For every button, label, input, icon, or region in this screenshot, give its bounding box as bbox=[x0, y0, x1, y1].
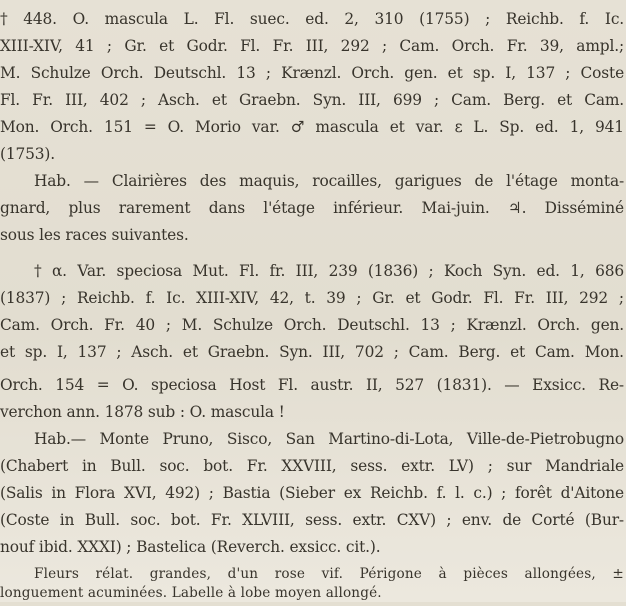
line-text: (Coste in Bull. soc. bot. Fr. XLVIII, sess. extr. CXV) ; env. de Corté (Bur- bbox=[0, 511, 624, 529]
text-line bbox=[0, 399, 626, 425]
text-line bbox=[0, 507, 626, 533]
line-text: Orch. 154 = O. speciosa Host Fl. austr. II, 527 (1831). — Exsicc. Re- bbox=[0, 376, 624, 394]
line-text: et sp. I, 137 ; Asch. et Graebn. Syn. III, 702 ; Cam. Berg. et Cam. Mon. bbox=[0, 343, 624, 361]
text-line bbox=[0, 141, 626, 167]
line-text: (1837) ; Reichb. f. Ic. XIII-XIV, 42, t. 39 ; Gr. et Godr. Fl. Fr. III, 292 ; bbox=[0, 289, 624, 307]
line-text: (Chabert in Bull. soc. bot. Fr. XXVIII, sess. extr. LV) ; sur Mandriale bbox=[0, 457, 624, 475]
line-text: Hab. — Clairières des maquis, rocailles, garigues de l'étage monta- bbox=[34, 172, 625, 190]
text-line bbox=[0, 6, 626, 32]
line-text: Fl. Fr. III, 402 ; Asch. et Graebn. Syn. III, 699 ; Cam. Berg. et Cam. bbox=[0, 91, 625, 109]
line-text: Hab.— Monte Pruno, Sisco, San Martino-di-Lota, Ville-de-Pietrobugno bbox=[34, 430, 624, 448]
line-text: (1753). bbox=[0, 145, 56, 163]
line-text: (Salis in Flora XVI, 492) ; Bastia (Sieber ex Reichb. f. l. c.) ; forêt d'Aitone bbox=[0, 484, 624, 502]
line-text: † 448. O. mascula L. Fl. suec. ed. 2, 310 (1755) ; Reichb. f. Ic. bbox=[0, 10, 625, 28]
text-line bbox=[0, 285, 626, 311]
text-line bbox=[0, 60, 626, 86]
text-line bbox=[0, 258, 626, 284]
text-line bbox=[0, 87, 626, 113]
line-text: Cam. Orch. Fr. 40 ; M. Schulze Orch. Deutschl. 13 ; Krænzl. Orch. gen. bbox=[0, 316, 625, 334]
line-text: sous les races suivantes. bbox=[0, 226, 189, 244]
text-line bbox=[0, 580, 626, 606]
text-line bbox=[0, 534, 626, 560]
line-text: M. Schulze Orch. Deutschl. 13 ; Krænzl. Orch. gen. et sp. I, 137 ; Coste bbox=[0, 64, 625, 82]
line-text: † α. Var. speciosa Mut. Fl. fr. III, 239 (1836) ; Koch Syn. ed. 1, 686 bbox=[34, 262, 624, 280]
line-text: XIII-XIV, 41 ; Gr. et Godr. Fl. Fr. III, 292 ; Cam. Orch. Fr. 39, ampl.; bbox=[0, 37, 625, 55]
text-line bbox=[0, 312, 626, 338]
line-text: Fleurs rélat. grandes, d'un rose vif. Périgone à pièces allongées, ± bbox=[34, 566, 624, 582]
text-line bbox=[0, 453, 626, 479]
line-text: Mon. Orch. 151 = O. Morio var. ♂ mascula et var. ε L. Sp. ed. 1, 941 bbox=[0, 118, 624, 136]
line-text: gnard, plus rarement dans l'étage inférieur. Mai-juin. ♃. Disséminé bbox=[0, 199, 625, 217]
line-text: verchon ann. 1878 sub : O. mascula ! bbox=[0, 403, 285, 421]
text-line bbox=[0, 372, 626, 398]
line-text: longuement acuminées. Labelle à lobe moyen allongé. bbox=[0, 585, 382, 601]
text-line bbox=[0, 195, 626, 221]
text-line bbox=[0, 339, 626, 365]
text-line bbox=[0, 114, 626, 140]
text-line bbox=[0, 222, 626, 248]
text-line bbox=[0, 426, 626, 452]
text-line bbox=[0, 168, 626, 194]
text-line bbox=[0, 480, 626, 506]
text-line bbox=[0, 33, 626, 59]
line-text: nouf ibid. XXXI) ; Bastelica (Reverch. exsicc. cit.). bbox=[0, 538, 381, 556]
